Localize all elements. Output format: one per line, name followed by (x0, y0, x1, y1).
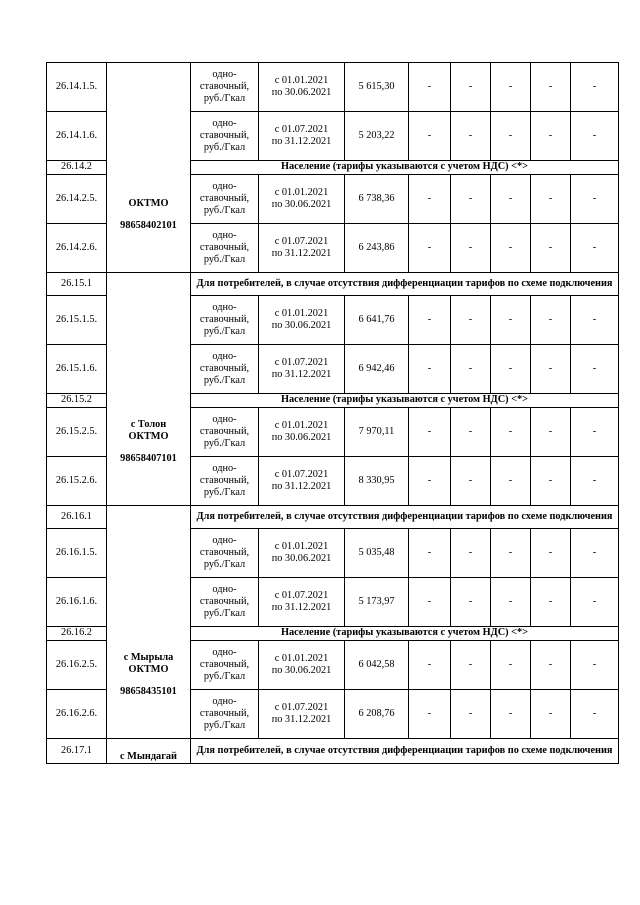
dash-cell: - (491, 345, 531, 394)
dash-cell: - (451, 112, 491, 161)
dash-cell: - (451, 296, 491, 345)
dash-cell: - (451, 529, 491, 578)
tariff-type-cell: одно- ставочный, руб./Гкал (191, 296, 259, 345)
dash-cell: - (451, 457, 491, 506)
table-row (47, 739, 619, 764)
tariff-value-cell: 5 035,48 (345, 529, 409, 578)
locality-cell (107, 739, 191, 764)
tariff-value-cell: 7 970,11 (345, 408, 409, 457)
period-cell: с 01.01.2021 по 30.06.2021 (259, 408, 345, 457)
group-header: Население (тарифы указываются с учетом НДС) <*> (191, 394, 619, 408)
group-header: Население (тарифы указываются с учетом НДС) <*> (191, 627, 619, 641)
position-cell: 26.17.1 (47, 739, 107, 764)
dash-cell: - (451, 408, 491, 457)
tariff-value-cell: 6 738,36 (345, 175, 409, 224)
locality-cell (107, 506, 191, 739)
tariff-type-cell: одно- ставочный, руб./Гкал (191, 690, 259, 739)
tariff-type-cell: одно- ставочный, руб./Гкал (191, 641, 259, 690)
dash-cell: - (491, 690, 531, 739)
dash-cell: - (491, 296, 531, 345)
dash-cell: - (451, 175, 491, 224)
position-cell: 26.15.1 (47, 273, 107, 296)
tariff-type-cell: одно- ставочный, руб./Гкал (191, 529, 259, 578)
dash-cell: - (491, 457, 531, 506)
period-cell: с 01.01.2021 по 30.06.2021 (259, 63, 345, 112)
dash-cell: - (531, 296, 571, 345)
dash-cell: - (491, 641, 531, 690)
dash-cell: - (491, 529, 531, 578)
dash-cell: - (531, 345, 571, 394)
position-cell: 26.15.1.5. (47, 296, 107, 345)
oktmo-code: 98658435101 (120, 685, 177, 697)
group-header: Для потребителей, в случае отсутствия дифференциации тарифов по схеме подключения (191, 506, 619, 529)
tariff-value-cell: 6 243,86 (345, 224, 409, 273)
locality-cell (107, 63, 191, 273)
period-cell: с 01.07.2021 по 31.12.2021 (259, 224, 345, 273)
period-cell: с 01.07.2021 по 31.12.2021 (259, 578, 345, 627)
position-cell: 26.15.2.5. (47, 408, 107, 457)
dash-cell: - (531, 457, 571, 506)
dash-cell: - (571, 408, 619, 457)
period-cell: с 01.07.2021 по 31.12.2021 (259, 690, 345, 739)
tariff-type-cell: одно- ставочный, руб./Гкал (191, 408, 259, 457)
dash-cell: - (451, 641, 491, 690)
position-cell: 26.14.2 (47, 161, 107, 175)
dash-cell: - (571, 345, 619, 394)
dash-cell: - (409, 112, 451, 161)
tariff-type-cell: одно- ставочный, руб./Гкал (191, 112, 259, 161)
oktmo-label: ОКТМО (128, 663, 169, 675)
tariff-table (46, 62, 619, 764)
dash-cell: - (451, 63, 491, 112)
tariff-value-cell: 8 330,95 (345, 457, 409, 506)
tariff-type-cell: одно- ставочный, руб./Гкал (191, 578, 259, 627)
group-header: Для потребителей, в случае отсутствия дифференциации тарифов по схеме подключения (191, 739, 619, 764)
dash-cell: - (571, 690, 619, 739)
dash-cell: - (531, 529, 571, 578)
dash-cell: - (531, 690, 571, 739)
oktmo-code: 98658407101 (120, 452, 177, 464)
dash-cell: - (409, 690, 451, 739)
position-cell: 26.16.1.5. (47, 529, 107, 578)
position-cell: 26.14.1.5. (47, 63, 107, 112)
locality-cell (107, 273, 191, 506)
period-cell: с 01.07.2021 по 31.12.2021 (259, 345, 345, 394)
tariff-value-cell: 5 615,30 (345, 63, 409, 112)
dash-cell: - (409, 296, 451, 345)
dash-cell: - (571, 112, 619, 161)
dash-cell: - (409, 175, 451, 224)
position-cell: 26.14.2.6. (47, 224, 107, 273)
tariff-type-cell: одно- ставочный, руб./Гкал (191, 224, 259, 273)
dash-cell: - (491, 408, 531, 457)
dash-cell: - (451, 224, 491, 273)
table-row (47, 506, 619, 529)
dash-cell: - (491, 578, 531, 627)
group-header: Для потребителей, в случае отсутствия дифференциации тарифов по схеме подключения (191, 273, 619, 296)
tariff-value-cell: 6 042,58 (345, 641, 409, 690)
dash-cell: - (531, 408, 571, 457)
dash-cell: - (451, 578, 491, 627)
position-cell: 26.15.1.6. (47, 345, 107, 394)
tariff-value-cell: 6 208,76 (345, 690, 409, 739)
dash-cell: - (409, 63, 451, 112)
oktmo-label: ОКТМО (128, 197, 169, 209)
period-cell: с 01.07.2021 по 31.12.2021 (259, 112, 345, 161)
tariff-type-cell: одно- ставочный, руб./Гкал (191, 457, 259, 506)
dash-cell: - (571, 296, 619, 345)
dash-cell: - (409, 224, 451, 273)
dash-cell: - (409, 529, 451, 578)
dash-cell: - (571, 175, 619, 224)
dash-cell: - (409, 578, 451, 627)
period-cell: с 01.01.2021 по 30.06.2021 (259, 641, 345, 690)
dash-cell: - (571, 63, 619, 112)
tariff-type-cell: одно- ставочный, руб./Гкал (191, 345, 259, 394)
dash-cell: - (491, 112, 531, 161)
position-cell: 26.16.2.6. (47, 690, 107, 739)
position-cell: 26.14.1.6. (47, 112, 107, 161)
position-cell: 26.15.2 (47, 394, 107, 408)
table-row (47, 273, 619, 296)
position-cell: 26.15.2.6. (47, 457, 107, 506)
tariff-type-cell: одно- ставочный, руб./Гкал (191, 63, 259, 112)
group-header: Население (тарифы указываются с учетом НДС) <*> (191, 161, 619, 175)
dash-cell: - (531, 63, 571, 112)
tariff-value-cell: 5 173,97 (345, 578, 409, 627)
period-cell: с 01.01.2021 по 30.06.2021 (259, 529, 345, 578)
locality-name: с Толон (130, 418, 167, 430)
tariff-value-cell: 6 942,46 (345, 345, 409, 394)
position-cell: 26.16.1.6. (47, 578, 107, 627)
dash-cell: - (409, 345, 451, 394)
dash-cell: - (531, 175, 571, 224)
dash-cell: - (571, 224, 619, 273)
dash-cell: - (531, 578, 571, 627)
dash-cell: - (451, 345, 491, 394)
locality-name: с Мындагай (120, 750, 177, 762)
tariff-value-cell: 6 641,76 (345, 296, 409, 345)
dash-cell: - (491, 63, 531, 112)
position-cell: 26.16.2 (47, 627, 107, 641)
dash-cell: - (451, 690, 491, 739)
dash-cell: - (409, 641, 451, 690)
dash-cell: - (531, 641, 571, 690)
oktmo-label: ОКТМО (128, 430, 169, 442)
position-cell: 26.14.2.5. (47, 175, 107, 224)
table-row (47, 63, 619, 112)
position-cell: 26.16.1 (47, 506, 107, 529)
position-cell: 26.16.2.5. (47, 641, 107, 690)
dash-cell: - (531, 112, 571, 161)
dash-cell: - (409, 408, 451, 457)
oktmo-code: 98658402101 (120, 219, 177, 231)
dash-cell: - (409, 457, 451, 506)
dash-cell: - (571, 457, 619, 506)
dash-cell: - (571, 641, 619, 690)
tariff-value-cell: 5 203,22 (345, 112, 409, 161)
dash-cell: - (531, 224, 571, 273)
dash-cell: - (491, 175, 531, 224)
period-cell: с 01.01.2021 по 30.06.2021 (259, 296, 345, 345)
dash-cell: - (571, 578, 619, 627)
dash-cell: - (491, 224, 531, 273)
period-cell: с 01.07.2021 по 31.12.2021 (259, 457, 345, 506)
dash-cell: - (571, 529, 619, 578)
tariff-type-cell: одно- ставочный, руб./Гкал (191, 175, 259, 224)
locality-name: с Мырыла (123, 651, 174, 663)
period-cell: с 01.01.2021 по 30.06.2021 (259, 175, 345, 224)
